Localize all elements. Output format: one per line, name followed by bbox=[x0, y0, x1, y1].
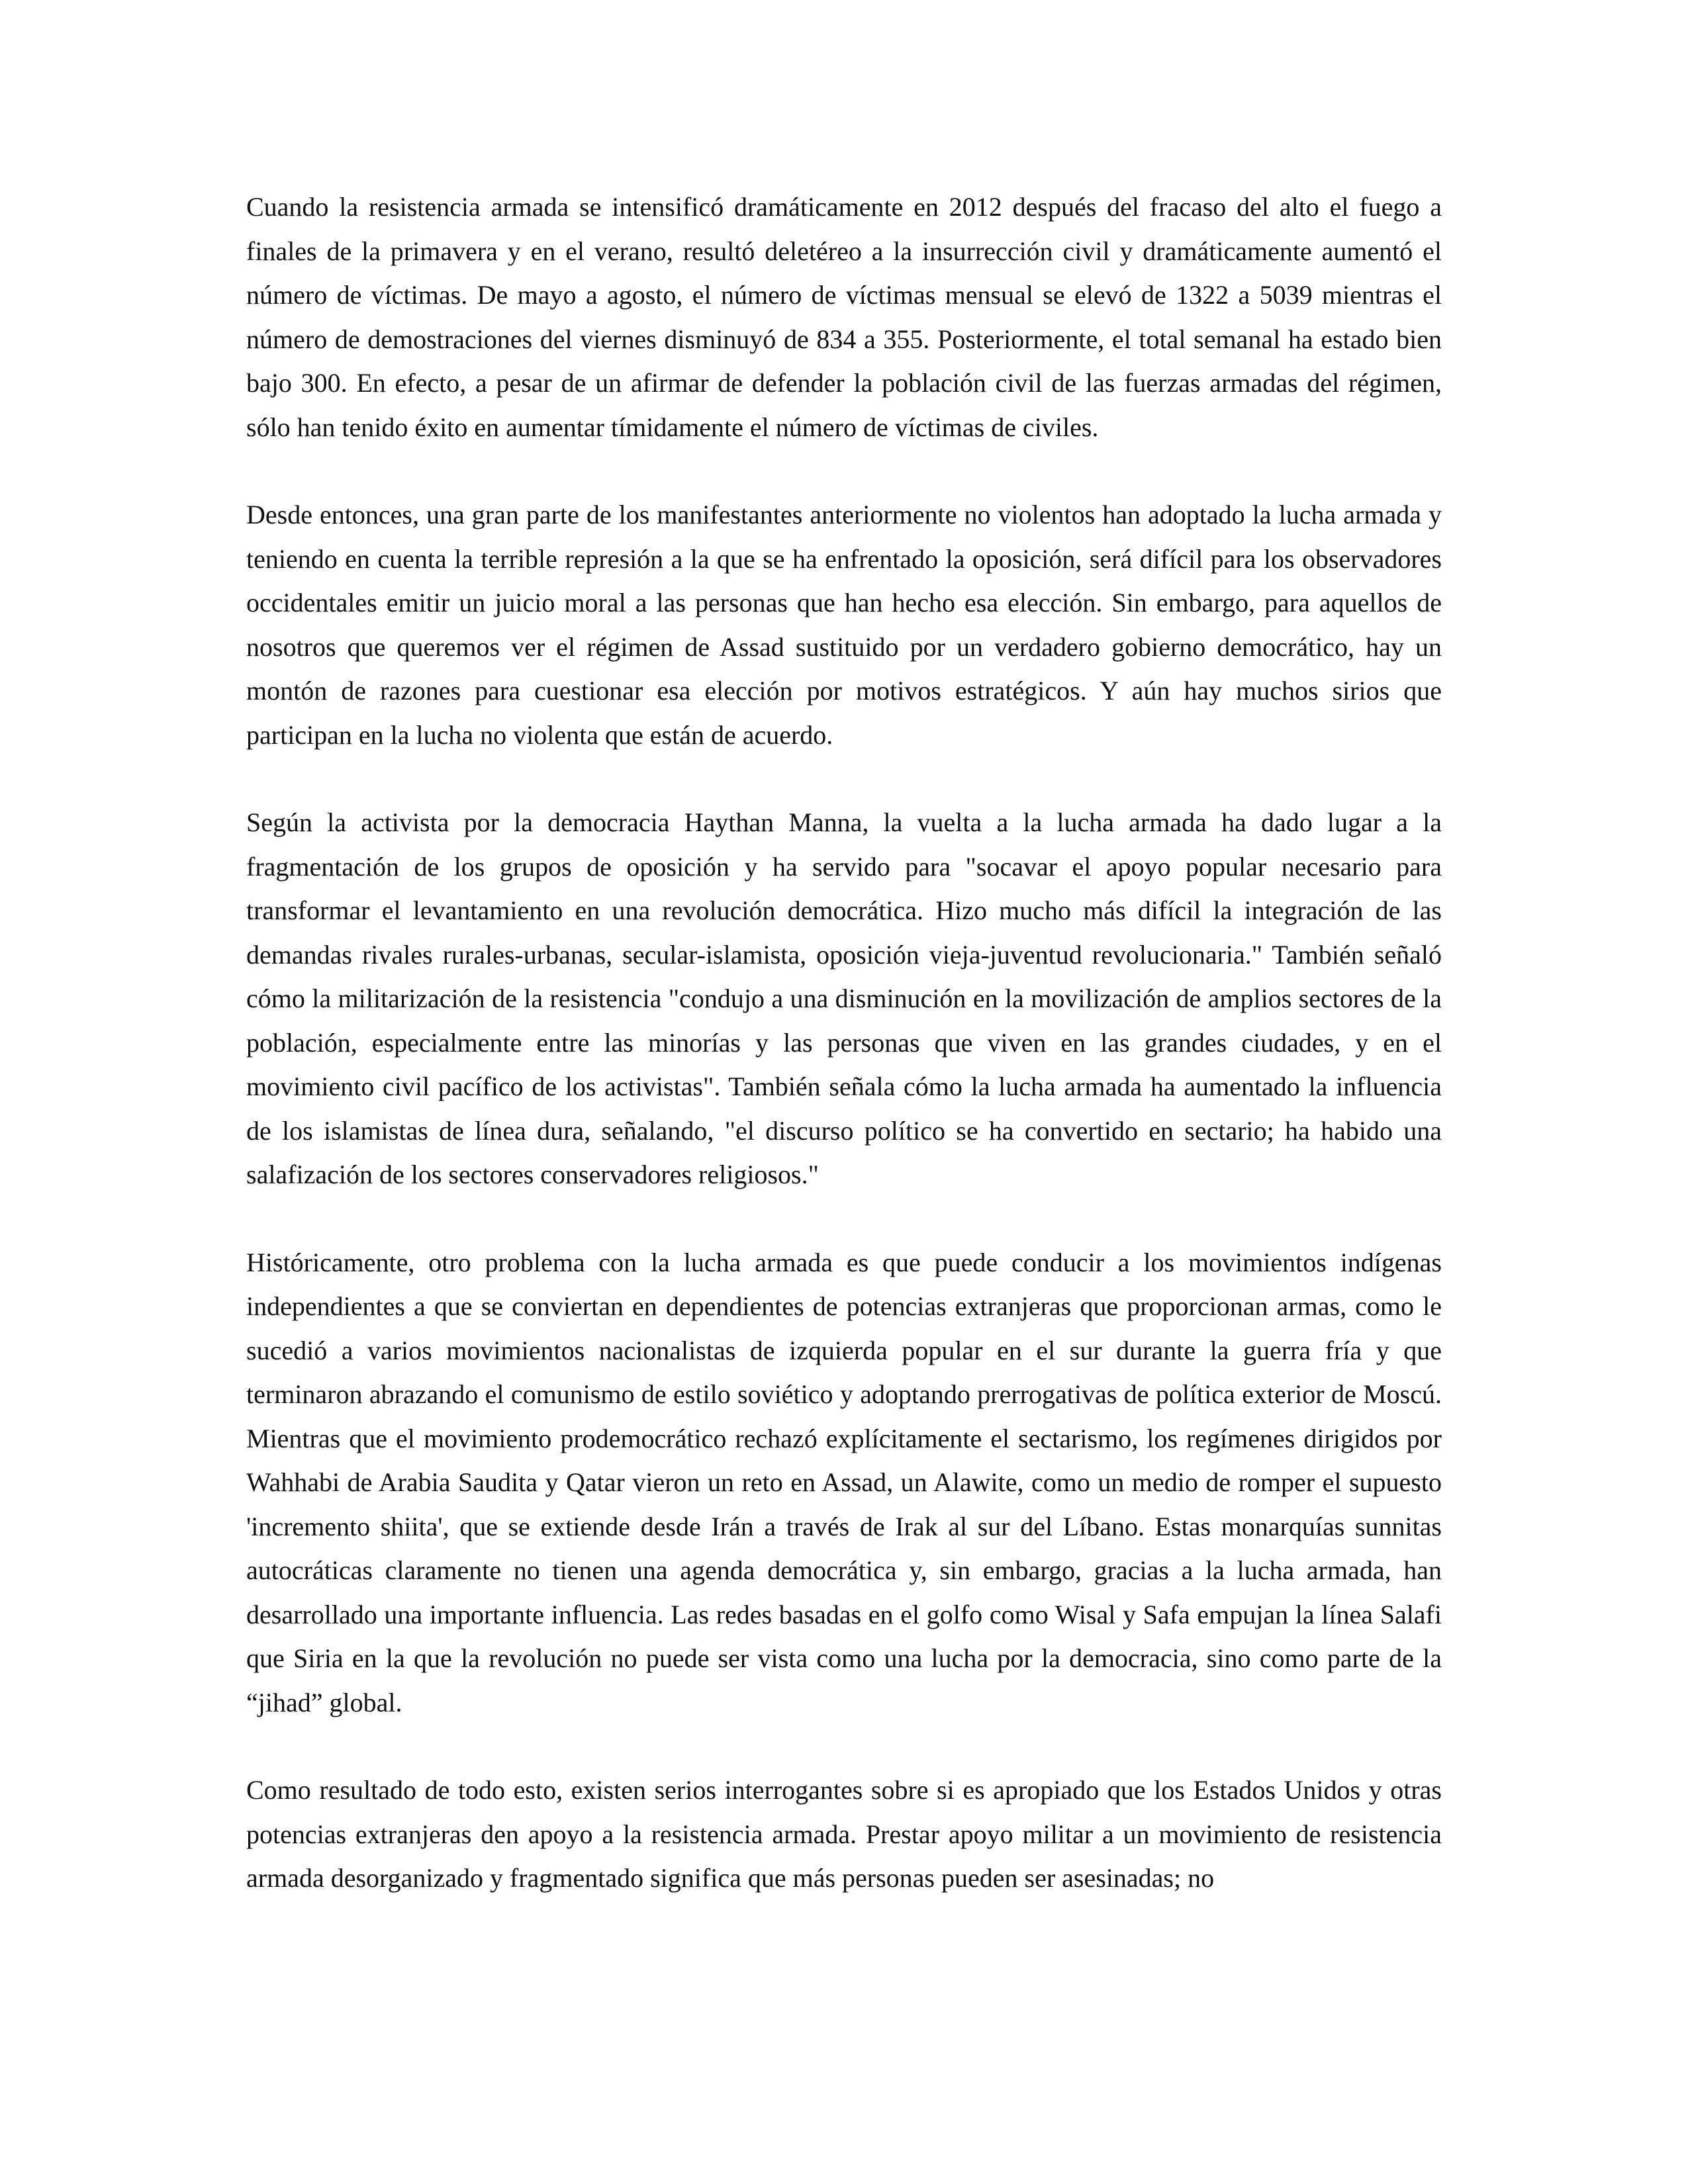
paragraph-3: Según la activista por la democracia Haythan Manna, la vuelta a la lucha armada ha dado lugar a la fragmentación de los grupos de oposición y ha servido para "socavar el apoyo popular necesario para transformar el levantamiento en una revolución democrática. Hizo mucho más difícil la integración de las demandas rivales rurales-urbanas, secular-islamista, oposición vieja-juventud revolucionaria." También señaló cómo la militarización de la resistencia "condujo a una disminución en la movilización de amplios sectores de la población, especialmente entre las minorías y las personas que viven en las grandes ciudades, y en el movimiento civil pacífico de los activistas". También señala cómo la lucha armada ha aumentado la influencia de los islamistas de línea dura, señalando, "el discurso político se ha convertido en sectario; ha habido una salafización de los sectores conservadores religiosos." bbox=[246, 807, 1442, 1189]
paragraph-2: Desde entonces, una gran parte de los manifestantes anteriormente no violentos han adoptado la lucha armada y teniendo en cuenta la terrible represión a la que se ha enfrentado la oposición, será difícil para los observadores occidentales emitir un juicio moral a las personas que han hecho esa elección. Sin embargo, para aquellos de nosotros que queremos ver el régimen de Assad sustituido por un verdadero gobierno democrático, hay un montón de razones para cuestionar esa elección por motivos estratégicos. Y aún hay muchos sirios que participan en la lucha no violenta que están de acuerdo. bbox=[246, 500, 1442, 750]
paragraph-1: Cuando la resistencia armada se intensificó dramáticamente en 2012 después del fracaso del alto el fuego a finales de la primavera y en el verano, resultó deletéreo a la insurrección civil y dramáticamente aumentó el número de víctimas. De mayo a agosto, el número de víctimas mensual se elevó de 1322 a 5039 mientras el número de demostraciones del viernes disminuyó de 834 a 355. Posteriormente, el total semanal ha estado bien bajo 300. En efecto, a pesar de un afirmar de defender la población civil de las fuerzas armadas del régimen, sólo han tenido éxito en aumentar tímidamente el número de víctimas de civiles. bbox=[246, 192, 1442, 442]
paragraph-5: Como resultado de todo esto, existen serios interrogantes sobre si es apropiado que los Estados Unidos y otras potencias extranjeras den apoyo a la resistencia armada. Prestar apoyo militar a un movimiento de resistencia armada desorganizado y fragmentado significa que más personas pueden ser asesinadas; no bbox=[246, 1775, 1442, 1893]
document-body bbox=[246, 185, 1442, 1901]
paragraph-4: Históricamente, otro problema con la lucha armada es que puede conducir a los movimientos indígenas independientes a que se conviertan en dependientes de potencias extranjeras que proporcionan armas, como le sucedió a varios movimientos nacionalistas de izquierda popular en el sur durante la guerra fría y que terminaron abrazando el comunismo de estilo soviético y adoptando prerrogativas de política exterior de Moscú. Mientras que el movimiento prodemocrático rechazó explícitamente el sectarismo, los regímenes dirigidos por Wahhabi de Arabia Saudita y Qatar vieron un reto en Assad, un Alawite, como un medio de romper el supuesto 'incremento shiita', que se extiende desde Irán a través de Irak al sur del Líbano. Estas monarquías sunnitas autocráticas claramente no tienen una agenda democrática y, sin embargo, gracias a la lucha armada, han desarrollado una importante influencia. Las redes basadas en el golfo como Wisal y Safa empujan la línea Salafi que Siria en la que la revolución no puede ser vista como una lucha por la democracia, sino como parte de la “jihad” global. bbox=[246, 1247, 1442, 1717]
